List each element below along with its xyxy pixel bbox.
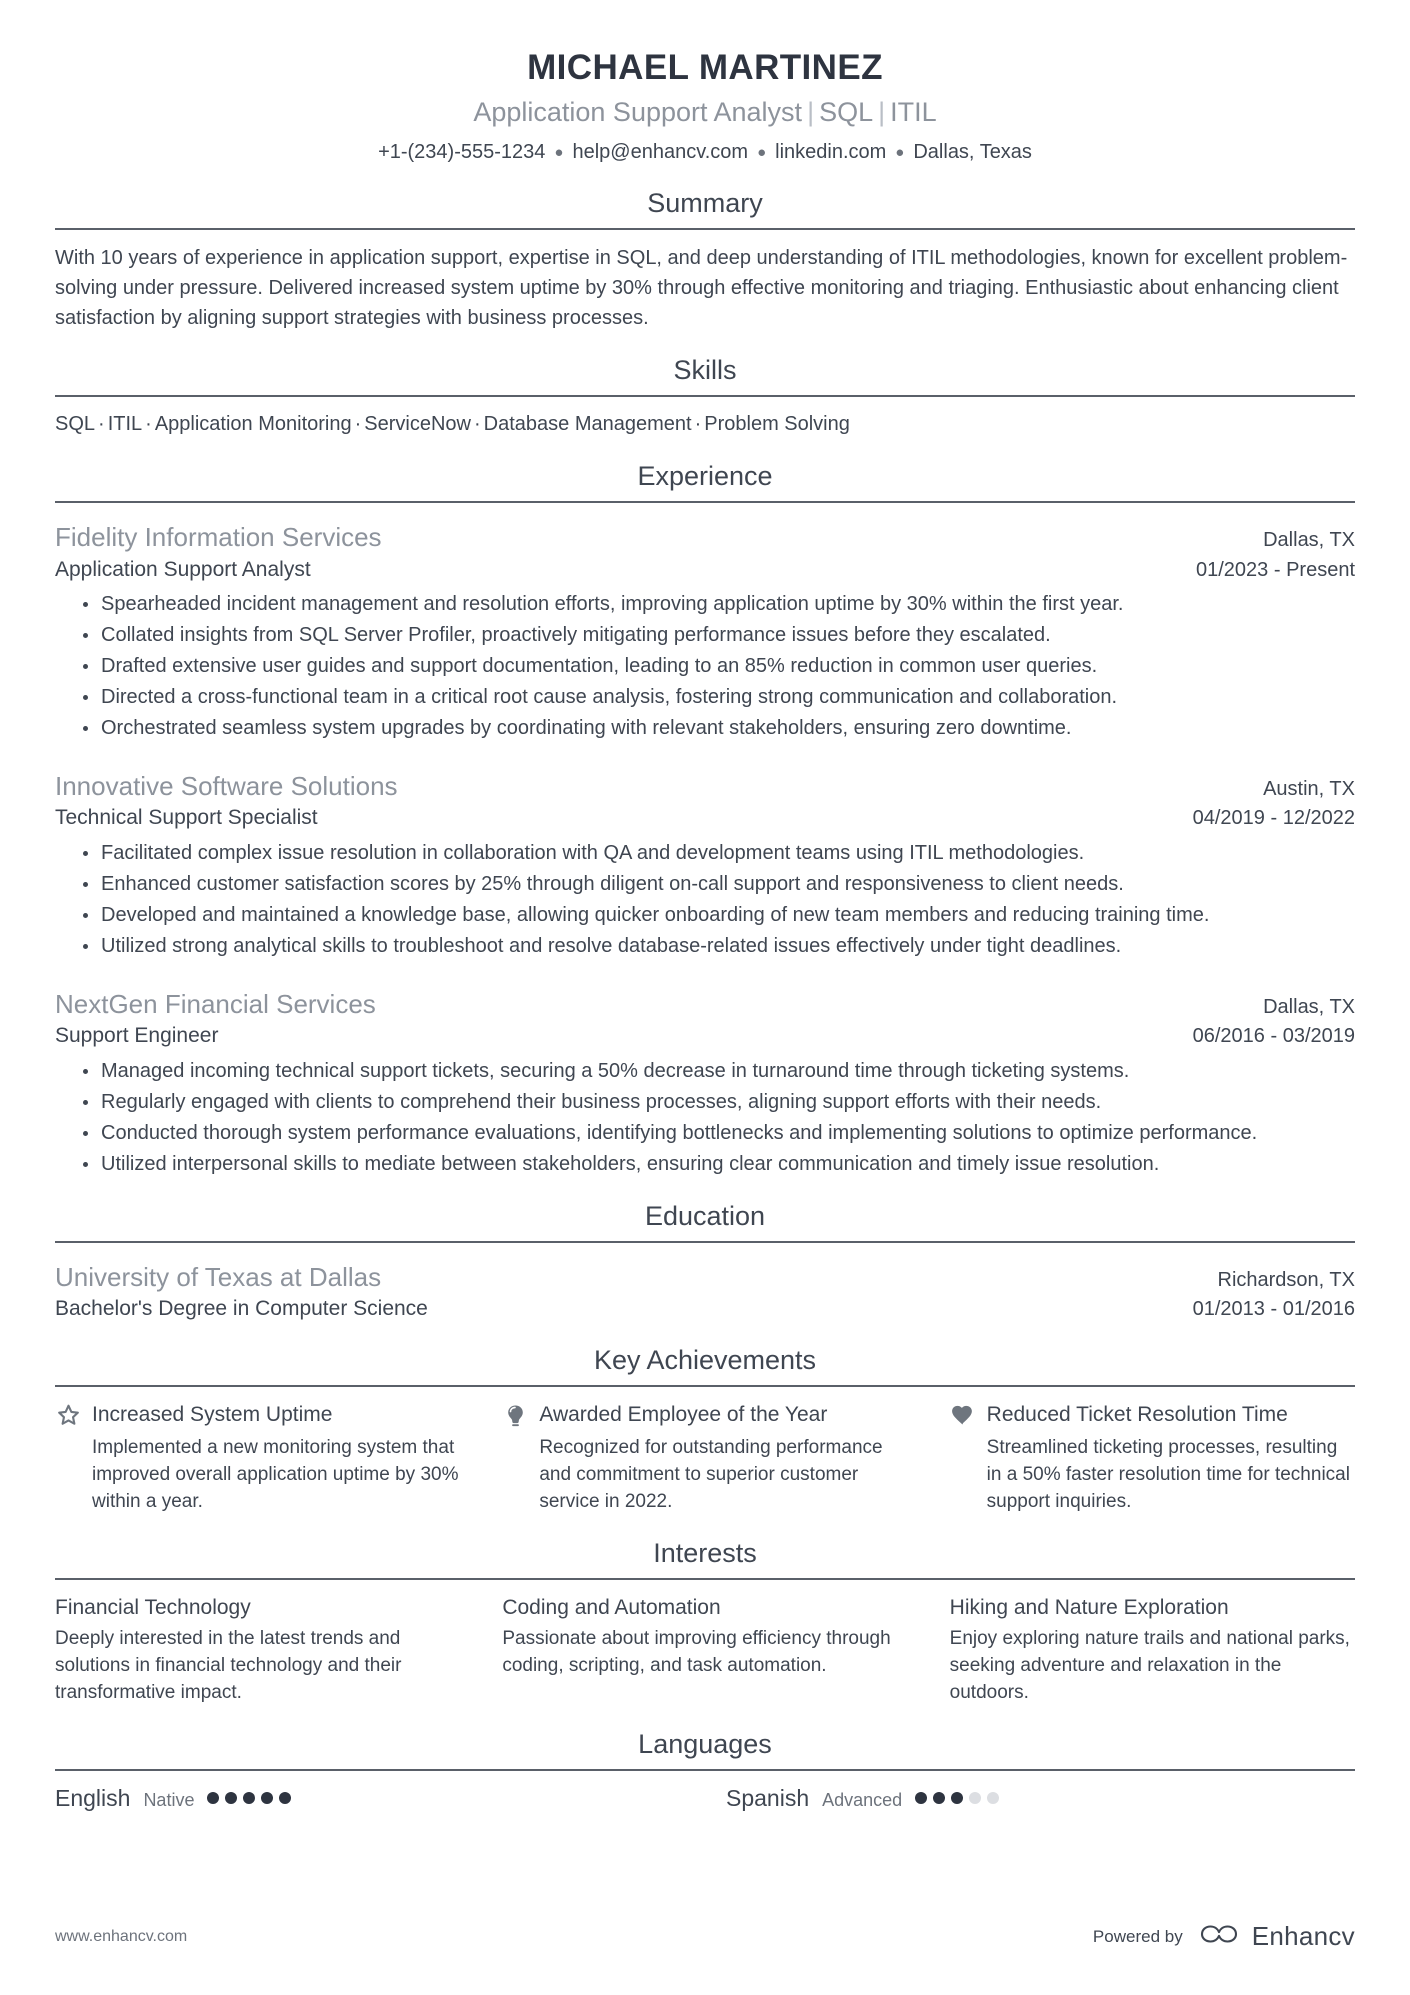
experience-bullets xyxy=(55,590,1355,743)
experience-role: Application Support Analyst xyxy=(55,557,311,581)
section-title-experience: Experience xyxy=(637,461,773,492)
experience-bullet: Enhanced customer satisfaction scores by 25% through diligent on-call support and responsiveness to client needs. xyxy=(81,870,1355,899)
achievement-description: Streamlined ticketing processes, resulting in a 50% faster resolution time for technical support inquiries. xyxy=(986,1436,1350,1512)
experience-bullet: Directed a cross-functional team in a critical root cause analysis, fostering strong communication and collaboration. xyxy=(81,683,1355,712)
experience-bullets xyxy=(55,839,1355,961)
interest-title: Financial Technology xyxy=(55,1595,251,1619)
section-languages xyxy=(55,1727,1355,1812)
experience-role: Support Engineer xyxy=(55,1024,219,1048)
skill-item: ITIL xyxy=(107,413,143,436)
candidate-headline xyxy=(55,94,1355,130)
education-location: Richardson, TX xyxy=(1217,1268,1355,1291)
section-title-key-achievements: Key Achievements xyxy=(593,1345,817,1376)
interest-title: Coding and Automation xyxy=(502,1595,721,1619)
experience-org-row xyxy=(55,520,1355,554)
skill-item: Database Management xyxy=(483,413,692,436)
language-name: English xyxy=(55,1785,131,1812)
education-entries xyxy=(55,1243,1355,1324)
section-title-summary: Summary xyxy=(647,188,763,219)
interest-cards xyxy=(55,1580,1355,1707)
experience-org-row xyxy=(55,769,1355,803)
section-skills xyxy=(55,353,1355,439)
experience-bullets xyxy=(55,1057,1355,1179)
headline-divider-icon: | xyxy=(807,96,815,127)
proficiency-dot-empty xyxy=(987,1792,999,1804)
language-proficiency-dots xyxy=(207,1792,291,1804)
language-proficiency-dots xyxy=(915,1792,999,1804)
skill-separator-icon: · xyxy=(98,413,105,436)
experience-bullet: Orchestrated seamless system upgrades by coordinating with relevant stakeholders, ensuring zero downtime. xyxy=(81,714,1355,743)
footer-url[interactable]: www.enhancv.com xyxy=(55,1927,188,1945)
experience-bullet: Regularly engaged with clients to comprehend their business processes, aligning support efforts with their needs. xyxy=(81,1088,1355,1117)
language-level: Advanced xyxy=(822,1790,903,1811)
section-title-languages: Languages xyxy=(638,1729,772,1760)
contact-email[interactable]: help@enhancv.com xyxy=(572,141,749,164)
experience-organization: Innovative Software Solutions xyxy=(55,771,398,802)
proficiency-dot-filled xyxy=(243,1792,255,1804)
section-title-skills: Skills xyxy=(673,355,737,386)
star-icon xyxy=(55,1402,81,1428)
achievement-title: Reduced Ticket Resolution Time xyxy=(986,1403,1288,1427)
experience-organization: NextGen Financial Services xyxy=(55,988,376,1019)
achievement-header xyxy=(950,1401,1355,1428)
experience-bullet: Conducted thorough system performance evaluations, identifying bottlenecks and implementing solutions to optimize performance. xyxy=(81,1119,1355,1148)
experience-location: Dallas, TX xyxy=(1263,529,1355,552)
education-degree: Bachelor's Degree in Computer Science xyxy=(55,1296,428,1320)
heart-icon xyxy=(950,1402,976,1428)
language-level: Native xyxy=(143,1790,195,1811)
experience-dates: 01/2023 - Present xyxy=(1196,558,1355,581)
language-items xyxy=(55,1771,1355,1812)
section-experience xyxy=(55,459,1355,1178)
proficiency-dot-filled xyxy=(279,1792,291,1804)
experience-bullet: Collated insights from SQL Server Profiler, proactively mitigating performance issues before they escalated. xyxy=(81,621,1355,650)
language-item xyxy=(726,1785,1355,1812)
education-degree-row xyxy=(55,1294,1355,1323)
experience-entry xyxy=(55,769,1355,961)
headline-part-2: ITIL xyxy=(890,96,937,127)
skill-separator-icon: · xyxy=(145,413,152,436)
experience-entry xyxy=(55,987,1355,1179)
education-entry xyxy=(55,1260,1355,1324)
interest-card xyxy=(55,1594,460,1707)
experience-org-row xyxy=(55,987,1355,1021)
achievement-card xyxy=(502,1401,907,1515)
experience-role: Technical Support Specialist xyxy=(55,806,318,830)
skill-item: Application Monitoring xyxy=(154,413,352,436)
proficiency-dot-filled xyxy=(261,1792,273,1804)
proficiency-dot-empty xyxy=(969,1792,981,1804)
achievement-title: Increased System Uptime xyxy=(92,1403,333,1427)
contact-website[interactable]: linkedin.com xyxy=(775,141,887,164)
skill-item: ServiceNow xyxy=(364,413,471,436)
experience-dates: 06/2016 - 03/2019 xyxy=(1192,1025,1355,1048)
experience-bullet: Facilitated complex issue resolution in collaboration with QA and development teams using ITIL methodologies. xyxy=(81,839,1355,868)
education-dates: 01/2013 - 01/2016 xyxy=(1192,1297,1355,1320)
achievement-description: Recognized for outstanding performance and commitment to superior customer service in 2022. xyxy=(539,1436,883,1512)
skill-separator-icon: · xyxy=(473,413,481,436)
achievement-card xyxy=(950,1401,1355,1515)
bullet-separator-icon: ● xyxy=(757,144,767,162)
skill-item: SQL xyxy=(55,413,96,436)
experience-entry xyxy=(55,520,1355,743)
interest-description: Enjoy exploring nature trails and national parks, seeking adventure and relaxation in the outdoors. xyxy=(949,1628,1350,1704)
lightbulb-icon xyxy=(502,1402,528,1428)
brand-name: Enhancv xyxy=(1251,1921,1355,1951)
skill-item: Problem Solving xyxy=(704,413,850,436)
experience-bullet: Spearheaded incident management and resolution efforts, improving application uptime by 30% within the first year. xyxy=(81,590,1355,619)
achievement-header xyxy=(55,1401,460,1428)
achievement-header xyxy=(502,1401,907,1428)
skill-separator-icon: · xyxy=(694,413,702,436)
experience-bullet: Drafted extensive user guides and support documentation, leading to an 85% reduction in common user queries. xyxy=(81,652,1355,681)
experience-bullet: Utilized interpersonal skills to mediate between stakeholders, ensuring clear communication and timely issue resolution. xyxy=(81,1150,1355,1179)
contact-phone[interactable]: +1-(234)-555-1234 xyxy=(378,141,546,164)
skills-list xyxy=(55,410,1355,439)
powered-by-label: Powered by xyxy=(1092,1926,1183,1946)
experience-dates: 04/2019 - 12/2022 xyxy=(1192,807,1355,830)
bullet-separator-icon: ● xyxy=(554,144,564,162)
section-interests xyxy=(55,1536,1355,1707)
proficiency-dot-filled xyxy=(933,1792,945,1804)
section-key-achievements xyxy=(55,1343,1355,1515)
language-item xyxy=(55,1785,684,1812)
brand-logo xyxy=(1197,1920,1355,1953)
contact-location: Dallas, Texas xyxy=(913,141,1032,164)
experience-role-row xyxy=(55,555,1355,584)
bullet-separator-icon: ● xyxy=(895,144,905,162)
candidate-name: MICHAEL MARTINEZ xyxy=(527,48,883,87)
proficiency-dot-filled xyxy=(951,1792,963,1804)
experience-organization: Fidelity Information Services xyxy=(55,522,382,553)
contact-row xyxy=(55,138,1355,166)
experience-role-row xyxy=(55,1021,1355,1050)
experience-location: Dallas, TX xyxy=(1263,995,1355,1018)
achievement-description: Implemented a new monitoring system that improved overall application uptime by 30% within a year. xyxy=(92,1436,459,1512)
proficiency-dot-filled xyxy=(225,1792,237,1804)
experience-role-row xyxy=(55,803,1355,832)
page-footer xyxy=(55,1920,1355,1953)
proficiency-dot-filled xyxy=(915,1792,927,1804)
section-title-education: Education xyxy=(644,1200,766,1231)
achievement-cards xyxy=(55,1387,1355,1515)
resume-header xyxy=(55,40,1355,166)
achievement-card xyxy=(55,1401,460,1515)
experience-entries xyxy=(55,503,1355,1178)
experience-bullet: Utilized strong analytical skills to troubleshoot and resolve database-related issues effectively under tight deadlines. xyxy=(81,932,1355,961)
education-org-row xyxy=(55,1260,1355,1294)
experience-bullet: Managed incoming technical support tickets, securing a 50% decrease in turnaround time through ticketing systems. xyxy=(81,1057,1355,1086)
proficiency-dot-filled xyxy=(207,1792,219,1804)
headline-divider-icon: | xyxy=(878,96,886,127)
interest-card xyxy=(950,1594,1355,1707)
headline-part-1: SQL xyxy=(819,96,874,127)
experience-location: Austin, TX xyxy=(1263,778,1355,801)
experience-bullet: Developed and maintained a knowledge base, allowing quicker onboarding of new team members and reducing training time. xyxy=(81,901,1355,930)
section-summary xyxy=(55,186,1355,333)
summary-text: With 10 years of experience in application support, expertise in SQL, and deep understanding of ITIL methodologies, known for excellent problem-solving under pressure. Delivered increased system uptime by 30% through effective monitoring and triaging. Enthusiastic about enhancing client satisfaction by aligning support strategies with business processes. xyxy=(55,247,1348,330)
interest-description: Deeply interested in the latest trends and solutions in financial technology and their transformative impact. xyxy=(55,1628,402,1704)
headline-part-0: Application Support Analyst xyxy=(473,96,803,127)
section-title-interests: Interests xyxy=(653,1537,757,1568)
achievement-title: Awarded Employee of the Year xyxy=(539,1403,828,1427)
education-institution: University of Texas at Dallas xyxy=(55,1261,382,1292)
interest-title: Hiking and Nature Exploration xyxy=(949,1595,1229,1619)
section-education xyxy=(55,1199,1355,1324)
interest-description: Passionate about improving efficiency through coding, scripting, and task automation. xyxy=(502,1628,891,1677)
skill-separator-icon: · xyxy=(354,413,362,436)
interest-card xyxy=(502,1594,907,1707)
enhancv-mark-icon xyxy=(1197,1920,1243,1953)
language-name: Spanish xyxy=(726,1785,810,1812)
